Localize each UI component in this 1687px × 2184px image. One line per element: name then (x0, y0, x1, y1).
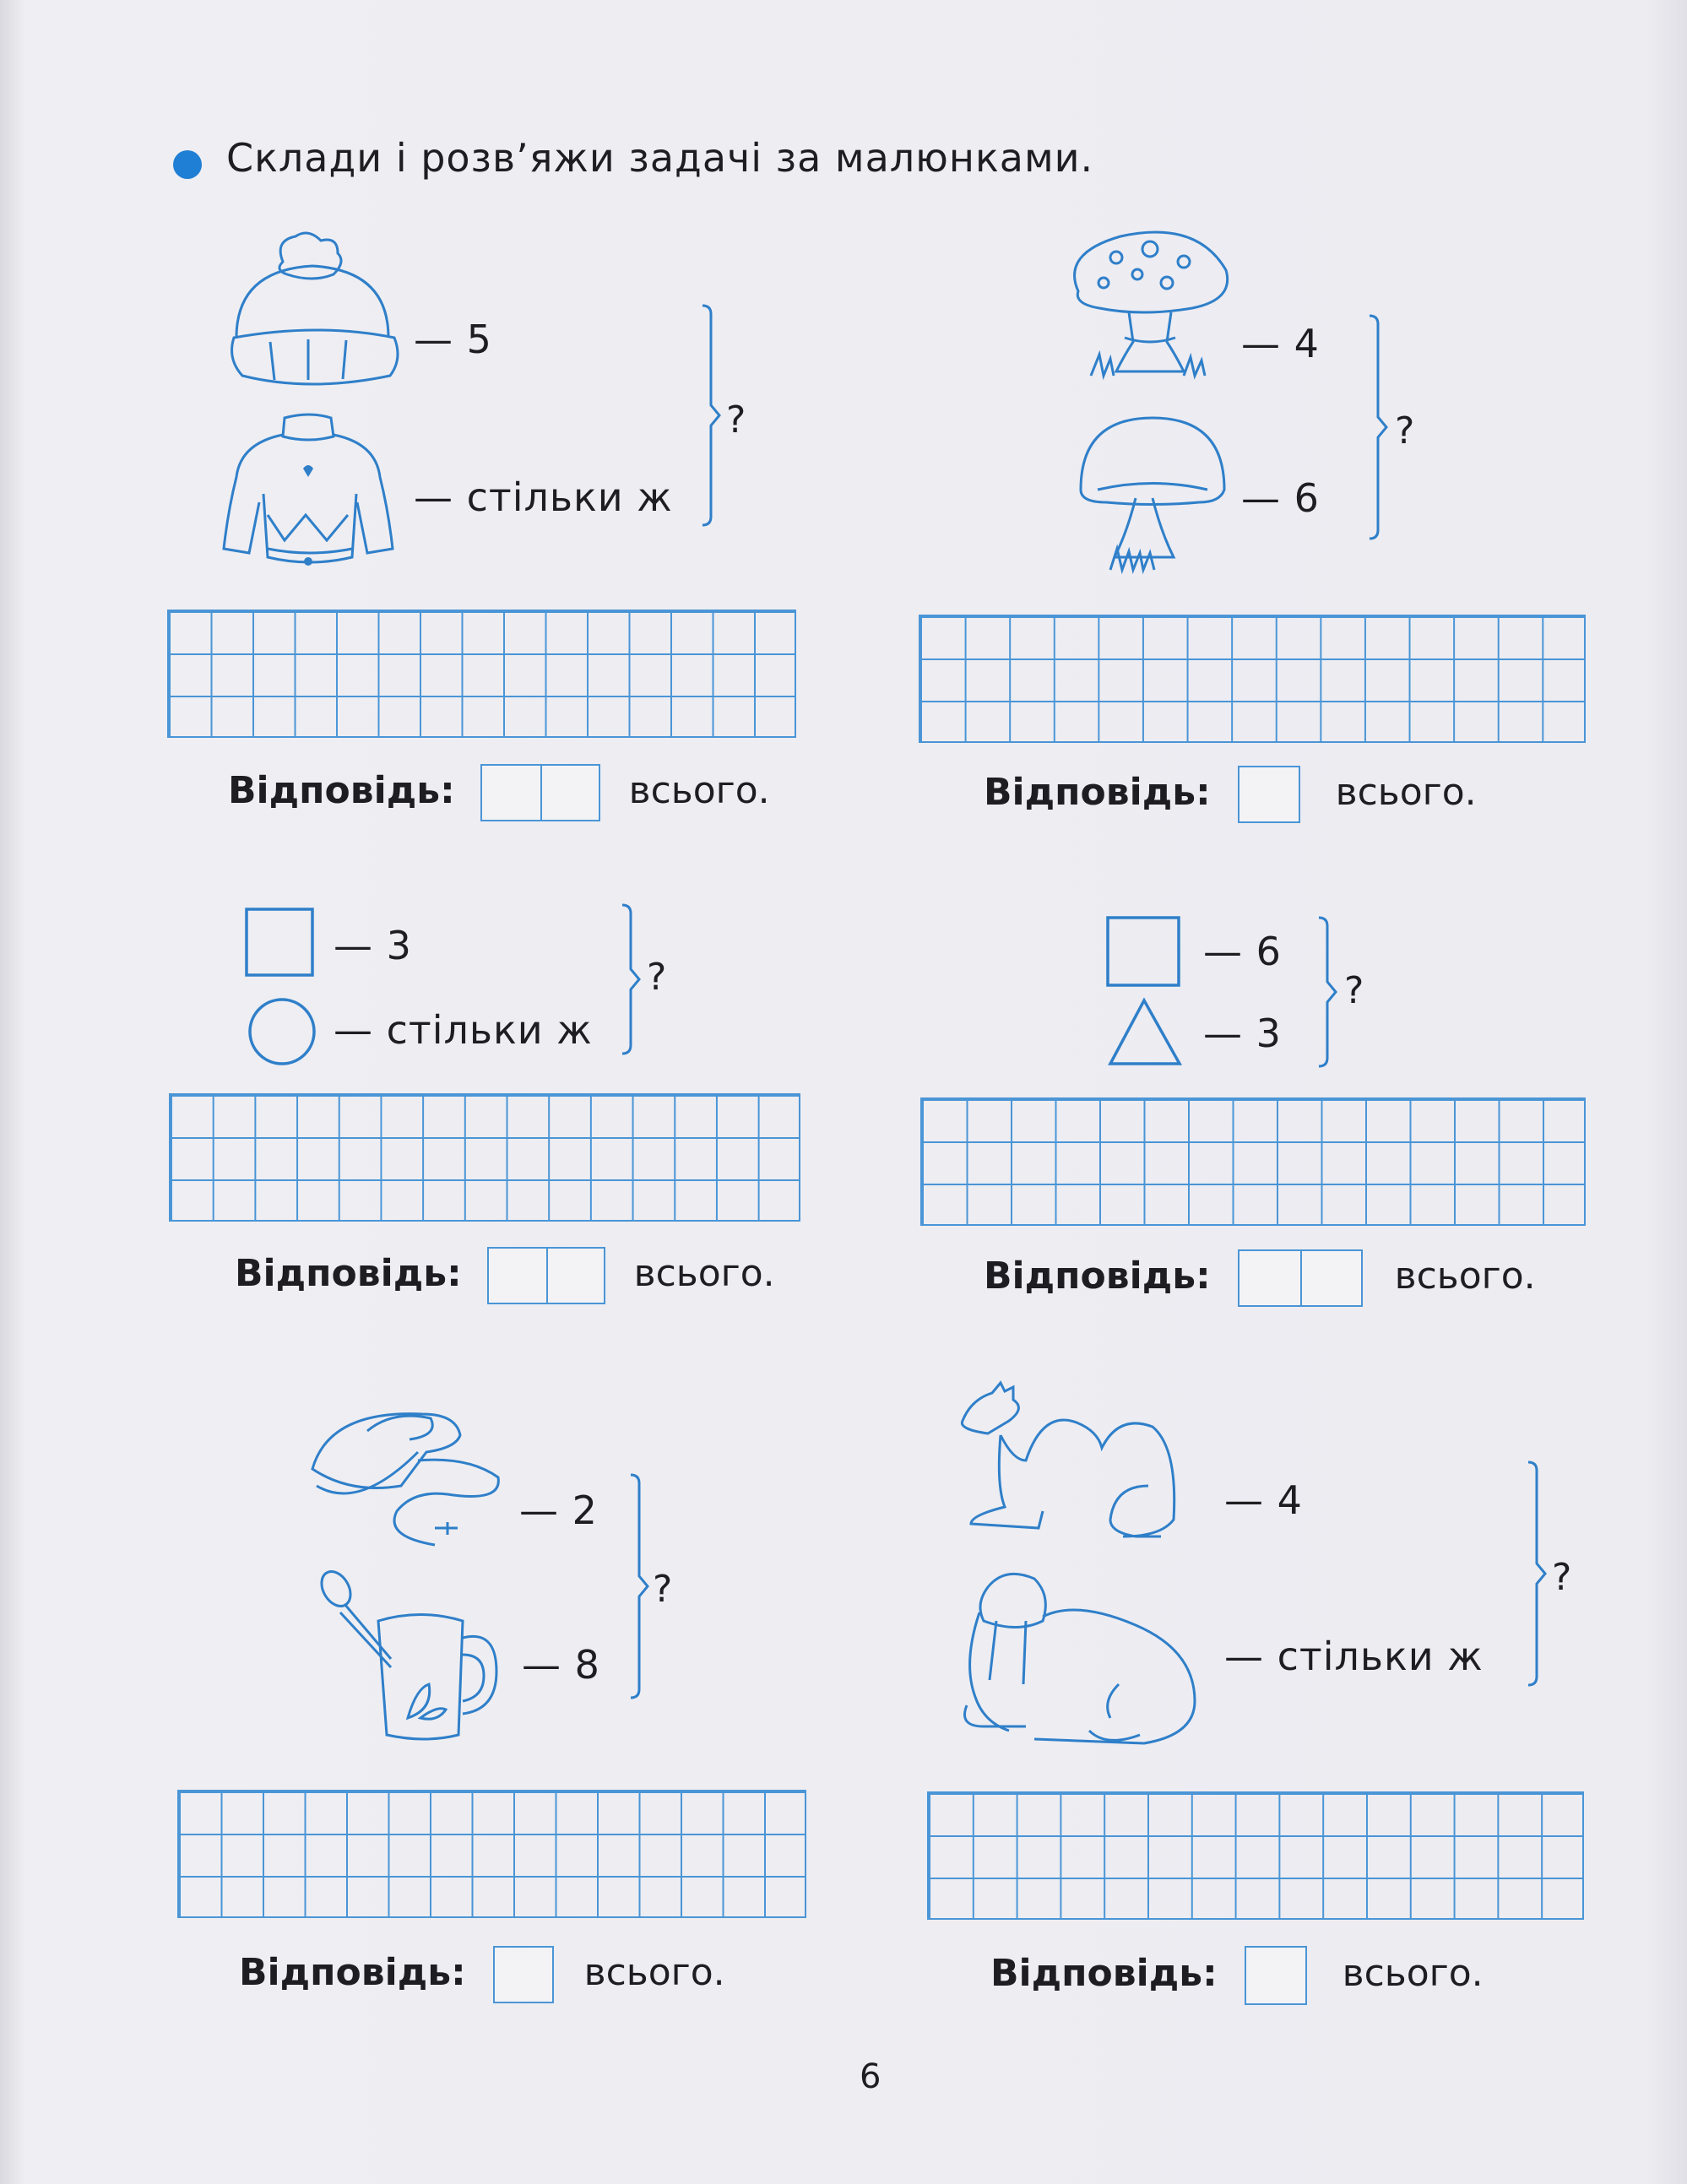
watering-can-icon (311, 1570, 505, 1748)
task3-writing-grid[interactable] (169, 1093, 800, 1222)
bullet-dot-icon (173, 150, 202, 179)
task2-answer-box[interactable] (1238, 766, 1300, 823)
task5-answer-line (239, 1946, 725, 2003)
task1-writing-grid[interactable] (167, 610, 796, 738)
task2-bracket (1368, 314, 1389, 540)
task5-bracket (629, 1473, 650, 1699)
task5-answer-box[interactable] (493, 1946, 554, 2003)
answer-suffix: всього. (1335, 771, 1477, 814)
task2-writing-grid[interactable] (919, 615, 1586, 743)
answer-label: Відповідь: (228, 769, 455, 812)
answer-label: Відповідь: (239, 1951, 466, 1994)
task3-answer-line (235, 1247, 775, 1304)
task4-writing-grid[interactable] (920, 1097, 1586, 1226)
answer-label: Відповідь: (984, 771, 1211, 814)
task6-answer-box[interactable] (1245, 1946, 1307, 2005)
task6-question-mark: ? (1552, 1556, 1572, 1599)
task6-item1-label: — 4 (1224, 1477, 1303, 1523)
task1-bracket (701, 304, 722, 528)
task6-answer-line (990, 1946, 1484, 2005)
task1-item1-label: — 5 (414, 317, 492, 362)
fly-agaric-mushroom-icon (1066, 228, 1234, 397)
hat-icon (224, 228, 401, 397)
task1-answer-line (228, 764, 770, 821)
instruction-text: Склади і розв’яжи задачі за малюнками. (226, 135, 1094, 181)
task5-writing-grid[interactable] (177, 1790, 806, 1918)
answer-suffix: всього. (633, 1252, 775, 1295)
sweater-icon (221, 414, 403, 570)
task6-item2-label: — стільки ж (1224, 1634, 1484, 1679)
task5-item2-label: — 8 (522, 1642, 600, 1688)
task3-question-mark: ? (647, 956, 667, 999)
task1-question-mark: ? (726, 398, 746, 442)
task2-question-mark: ? (1395, 409, 1415, 453)
triangle-icon (1108, 996, 1184, 1068)
square-icon (1106, 916, 1182, 988)
answer-suffix: всього. (1394, 1255, 1536, 1298)
answer-label: Відповідь: (990, 1952, 1218, 1995)
task2-answer-line (984, 766, 1477, 823)
square-icon (245, 908, 317, 979)
task1-item2-label: — стільки ж (414, 474, 673, 520)
answer-suffix: всього. (583, 1951, 725, 1994)
task2-item1-label: — 4 (1241, 321, 1320, 366)
answer-suffix: всього. (1342, 1952, 1484, 1995)
task3-item1-label: — 3 (334, 923, 412, 968)
answer-label: Відповідь: (984, 1255, 1211, 1298)
mushroom-icon (1077, 414, 1229, 574)
page-number: 6 (860, 2057, 881, 2096)
task5-question-mark: ? (653, 1568, 673, 1611)
answer-suffix: всього. (628, 769, 770, 812)
camel-icon (954, 1376, 1203, 1549)
task4-answer-line (984, 1249, 1536, 1307)
task4-answer-box[interactable] (1238, 1249, 1363, 1307)
task6-bracket (1527, 1461, 1548, 1687)
task1-answer-box[interactable] (480, 764, 600, 821)
task3-item2-label: — стільки ж (334, 1007, 593, 1053)
task4-bracket (1317, 916, 1338, 1070)
task4-question-mark: ? (1344, 969, 1364, 1012)
task3-bracket (621, 903, 642, 1057)
walrus-icon (963, 1570, 1207, 1752)
task6-writing-grid[interactable] (927, 1791, 1584, 1920)
task2-item2-label: — 6 (1241, 475, 1320, 521)
answer-label: Відповідь: (235, 1252, 462, 1295)
task4-item1-label: — 6 (1203, 929, 1282, 974)
iron-icon (308, 1401, 502, 1549)
task3-answer-box[interactable] (487, 1247, 605, 1304)
task4-item2-label: — 3 (1203, 1011, 1282, 1056)
circle-icon (247, 996, 318, 1068)
task5-item1-label: — 2 (519, 1488, 598, 1533)
